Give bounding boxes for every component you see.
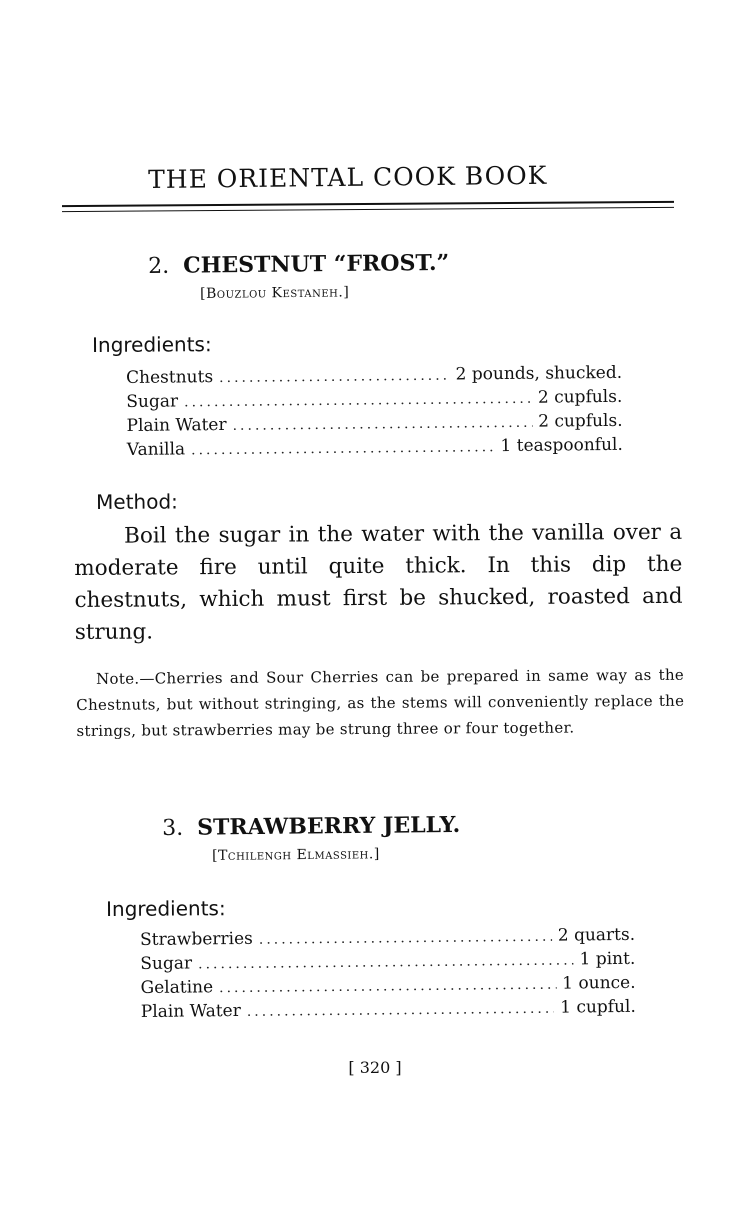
note-text: Note.—Cherries and Sour Cherries can be prepared in same way as the Chestnuts, but without stringing, as the stems will conveniently replace the strings, but strawberries may be strung three or four together. bbox=[76, 665, 685, 740]
ingredients-label: Ingredients: bbox=[106, 896, 226, 921]
recipe-title-text: STRAWBERRY JELLY. bbox=[196, 811, 461, 841]
ingredient-row bbox=[127, 435, 623, 464]
ingredient-quantity: 2 cupfuls. bbox=[537, 386, 623, 408]
header-rule-thin bbox=[62, 207, 674, 212]
dot-leader bbox=[219, 977, 556, 997]
dot-leader bbox=[191, 439, 495, 458]
recipe-title bbox=[162, 812, 460, 841]
ingredients-list bbox=[126, 363, 623, 464]
dot-leader bbox=[219, 368, 450, 386]
recipe-number: 2. bbox=[148, 253, 170, 279]
dot-leader bbox=[232, 415, 532, 434]
page-number: [ 320 ] bbox=[348, 1058, 402, 1077]
recipe-title bbox=[148, 250, 449, 279]
recipe-subtitle: [Tchilengh Elmassieh.] bbox=[212, 846, 380, 864]
ingredient-quantity: 2 quarts. bbox=[557, 924, 636, 946]
ingredient-quantity: 1 cupful. bbox=[560, 996, 636, 1018]
running-header: THE ORIENTAL COOK BOOK bbox=[148, 160, 548, 194]
ingredient-quantity: 2 pounds, shucked. bbox=[455, 362, 623, 385]
ingredient-name: Plain Water bbox=[126, 414, 227, 436]
method-paragraph bbox=[74, 517, 683, 649]
dot-leader bbox=[184, 391, 532, 411]
header-rule-thick bbox=[62, 201, 674, 207]
ingredients-list bbox=[140, 925, 636, 1026]
ingredient-quantity: 1 ounce. bbox=[562, 972, 636, 994]
ingredient-name: Gelatine bbox=[140, 977, 214, 998]
recipe-subtitle: [Bouzlou Kestaneh.] bbox=[200, 284, 350, 302]
ingredient-name: Sugar bbox=[126, 391, 179, 412]
dot-leader bbox=[198, 952, 574, 972]
recipe-title-text: CHESTNUT “FROST.” bbox=[182, 249, 450, 279]
dot-leader bbox=[259, 929, 552, 948]
ingredients-label: Ingredients: bbox=[92, 332, 212, 357]
method-text: Boil the sugar in the water with the vanilla over a moderate fire until quite thick. In this dip the chestnuts, which must first be shucked, roasted and strung. bbox=[74, 519, 683, 645]
ingredient-row bbox=[141, 997, 636, 1026]
ingredient-quantity: 1 teaspoonful. bbox=[500, 434, 623, 457]
recipe-number: 3. bbox=[162, 815, 184, 841]
note-paragraph bbox=[76, 662, 685, 744]
method-label: Method: bbox=[96, 489, 178, 514]
dot-leader bbox=[247, 1001, 555, 1020]
ingredient-name: Vanilla bbox=[126, 439, 186, 460]
ingredient-quantity: 1 pint. bbox=[579, 948, 636, 970]
ingredient-name: Plain Water bbox=[140, 1000, 241, 1022]
ingredient-quantity: 2 cupfuls. bbox=[538, 410, 623, 432]
ingredient-name: Sugar bbox=[140, 953, 193, 974]
ingredient-name: Strawberries bbox=[140, 928, 253, 950]
ingredient-name: Chestnuts bbox=[126, 367, 214, 388]
